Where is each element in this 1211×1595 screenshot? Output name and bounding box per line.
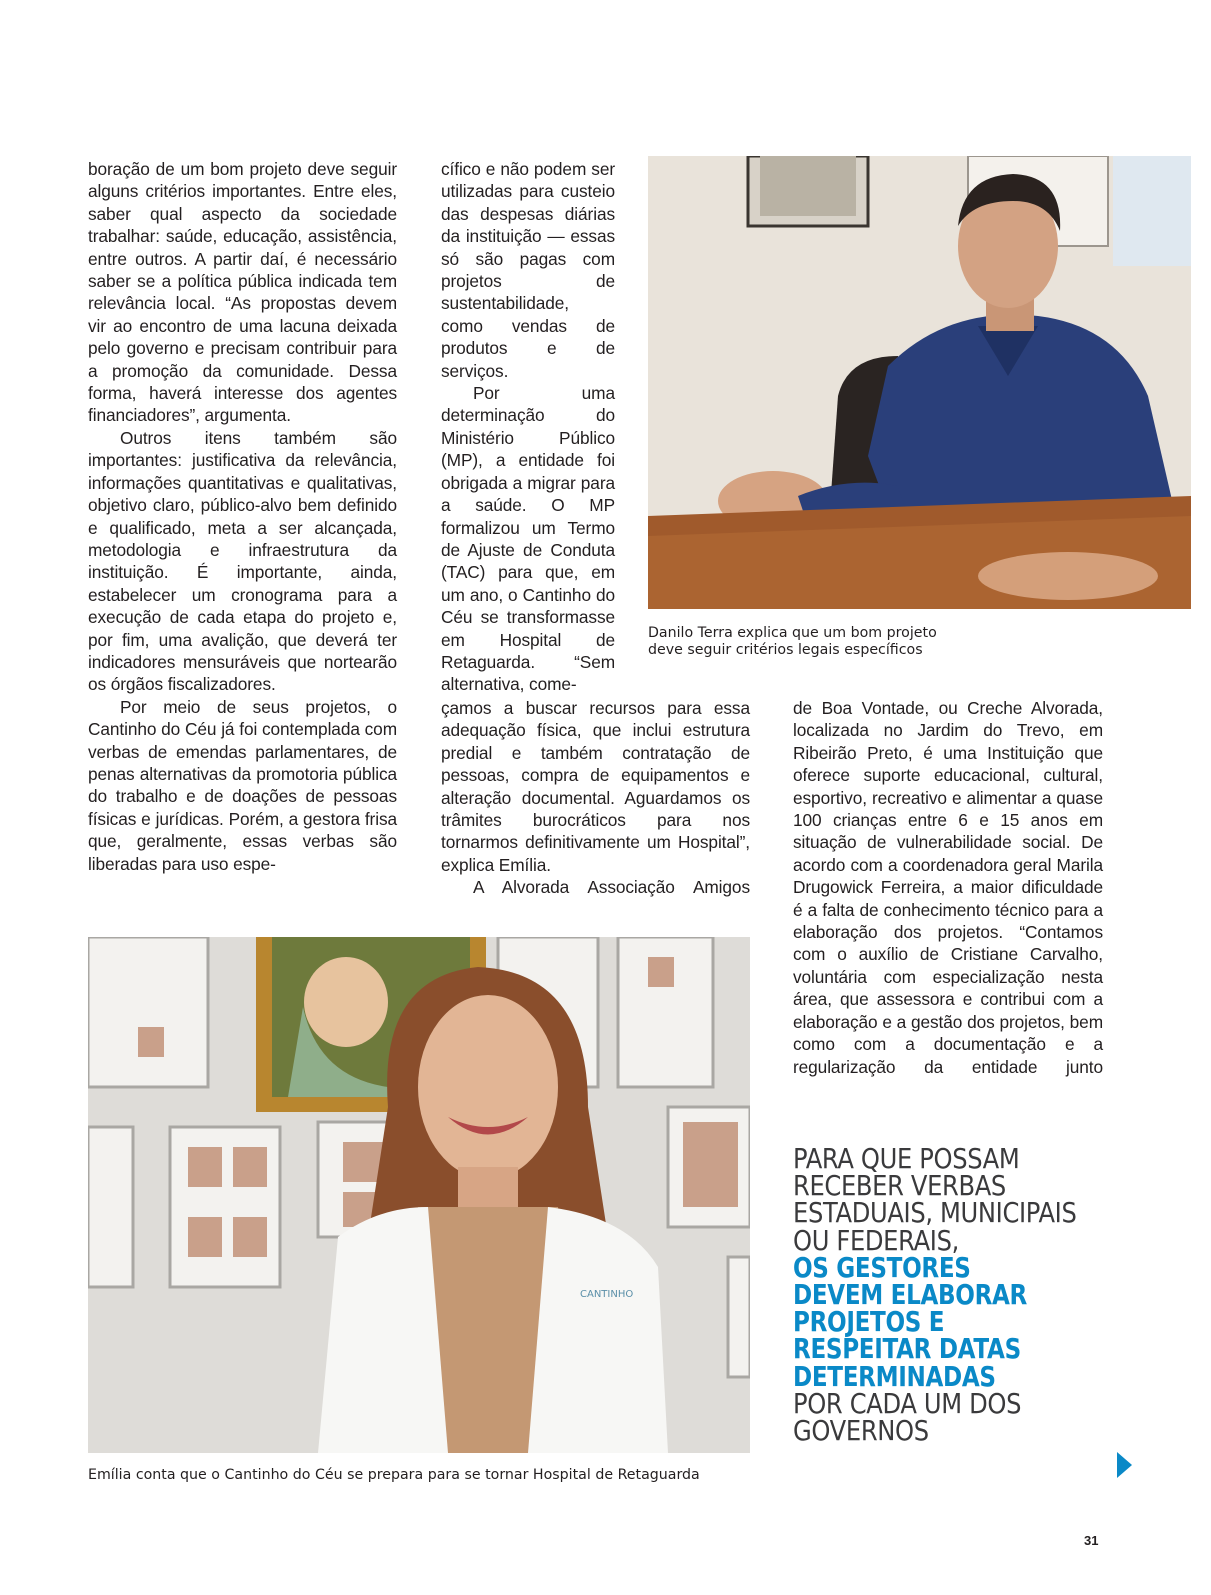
paragraph: Por meio de seus projetos, o Cantinho do Céu já foi contemplada com verbas de emendas parlamentares, de penas alternativas da promotoria pública do trabalho e de doações de pessoas físicas e jurídicas. Porém, a gestora frisa que, geralmente, essas verbas são liberadas para uso espe- (88, 696, 397, 874)
pull-quote (793, 1143, 1123, 1448)
photo-caption-danilo (648, 625, 968, 659)
coat-badge-text: CANTINHO (580, 1289, 634, 1300)
paragraph: de Boa Vontade, ou Creche Alvorada, localizada no Jardim do Trevo, em Ribeirão Preto, é uma Instituição que oferece suporte educacional, cultural, esportivo, recreativo e alimentar a quase 100 crianças entre 6 e 15 anos em situação de vulnerabilidade social. De acordo com a coordenadora geral Marila Drugowick Ferreira, a maior dificuldade é a falta de conhecimento técnico para a elaboração dos projetos. “Contamos com o auxílio de Cristiane Carvalho, voluntária com especialização nesta área, que assessora e contribui com a elaboração e a gestão dos projetos, bem como com a documentação e a regularização da entidade junto (793, 698, 1103, 1077)
paragraph: çamos a buscar recursos para essa adequação física, que inclui estrutura predial e também contratação de pessoas, compra de equipamentos e alteração documental. Aguardamos os trâmites burocráticos para nos tornarmos definitivamente um Hospital”, explica Emília. (441, 698, 750, 875)
page-number: 31 (1084, 1533, 1099, 1548)
article-column-2-top (441, 158, 615, 696)
pull-quote-line: POR CADA UM DOS (793, 1387, 1022, 1420)
article-column-1 (88, 158, 397, 875)
pull-quote-line: PARA QUE POSSAM (793, 1143, 1020, 1175)
photo-caption-emilia: Emília conta que o Cantinho do Céu se prepara para se tornar Hospital de Retaguarda (88, 1467, 700, 1483)
pull-quote-highlight-line: DETERMINADAS (793, 1360, 996, 1393)
photo-illustration (88, 937, 750, 1453)
photo-danilo-terra (648, 156, 1191, 609)
pull-quote-line: RECEBER VERBAS (793, 1170, 1006, 1203)
paragraph: boração de um bom projeto deve seguir alguns critérios importantes. Entre eles, saber qual aspecto da sociedade trabalhar: saúde, educação, assistência, entre outros. A partir daí, é necessário saber se a política pública indicada tem relevância local. “As propostas devem vir ao encontro de uma lacuna deixada pelo governo e precisam contribuir para a promoção da comunidade. Dessa forma, haverá interesse dos agentes financiadores”, argumenta. (88, 159, 397, 426)
pull-quote-line: GOVERNOS (793, 1415, 929, 1448)
caption-line: Danilo Terra explica que um bom projeto (648, 625, 937, 641)
pull-quote-highlight-line: RESPEITAR DATAS (793, 1333, 1021, 1366)
paragraph: cífico e não podem ser utilizadas para custeio das despesas diárias da instituição — essas só são pagas com projetos de sustentabilidade, como vendas de produtos e de serviços. (441, 159, 615, 381)
photo-emilia (88, 937, 750, 1453)
pull-quote-line: ESTADUAIS, MUNICIPAIS (793, 1197, 1077, 1230)
article-column-2-bottom (441, 697, 750, 899)
photo-illustration (648, 156, 1191, 609)
article-column-3 (793, 697, 1103, 1078)
pull-quote-highlight-line: DEVEM ELABORAR (793, 1279, 1028, 1312)
pull-quote-highlight-line: PROJETOS E (793, 1306, 945, 1339)
pull-quote-highlight-line: OS GESTORES (793, 1251, 971, 1284)
continue-arrow-icon (1117, 1452, 1132, 1478)
paragraph: A Alvorada Associação Amigos (473, 877, 750, 898)
paragraph: Por uma determinação do Ministério Público (MP), a entidade foi obrigada a migrar para a saúde. O MP formalizou um Termo de Ajuste de Conduta (TAC) para que, em um ano, o Cantinho do Céu se transformasse em Hospital de Retaguarda. “Sem alternativa, come- (441, 383, 615, 695)
paragraph: Outros itens também são importantes: justificativa da relevância, informações quantitativas e qualitativas, objetivo claro, público-alvo bem definido e qualificado, meta a ser alcançada, metodologia e infraestrutura da instituição. É importante, ainda, estabelecer um cronograma para a execução de cada etapa do projeto e, por fim, uma avalição, que deverá ter indicadores mensuráveis que nortearão os órgãos fiscalizadores. (88, 427, 397, 695)
caption-line: deve seguir critérios legais específicos (648, 642, 923, 658)
pull-quote-line: OU FEDERAIS, (793, 1224, 959, 1257)
